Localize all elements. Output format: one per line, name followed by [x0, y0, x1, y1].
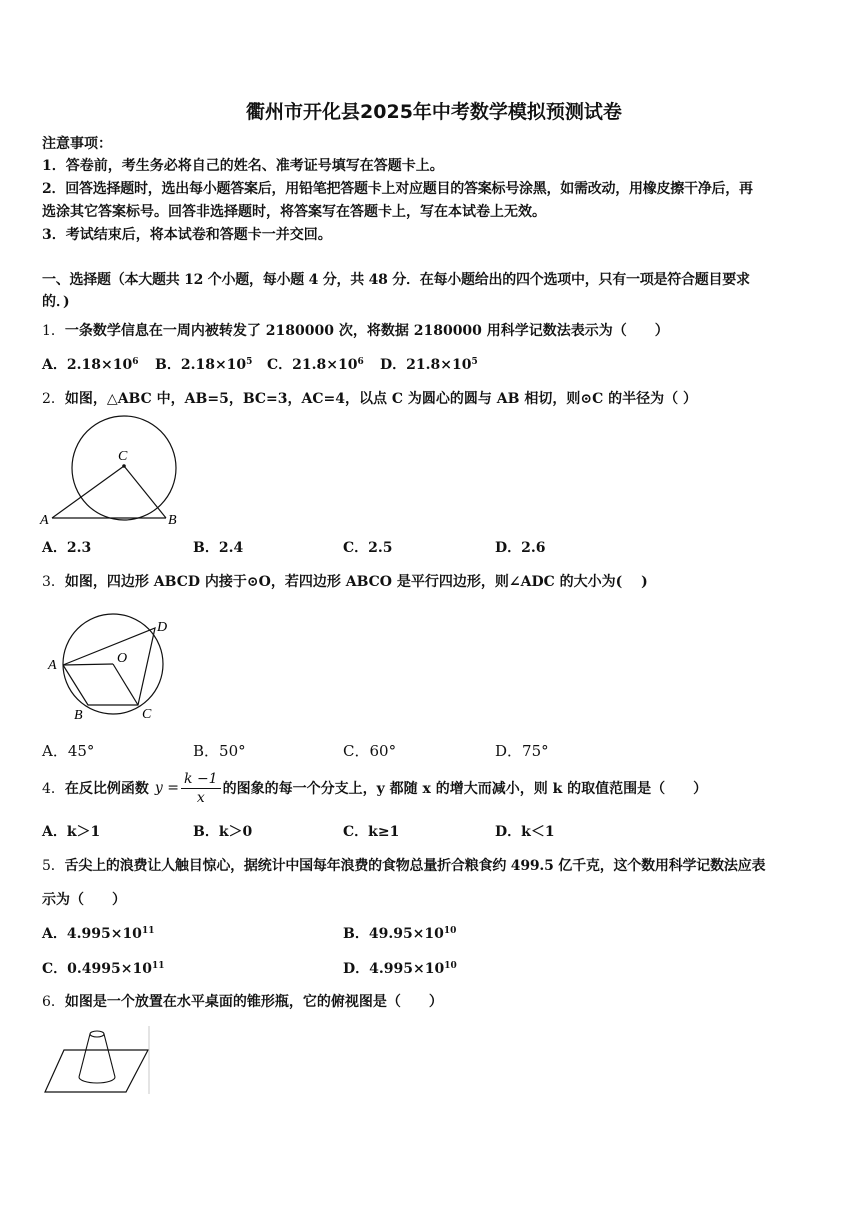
question-text: 一条数学信息在一周内被转发了 2180000 次，将数据 2180000 用科学记数法表示为（ ）: [64, 323, 669, 339]
flask-side-right: [104, 1034, 115, 1077]
question-text-pre: 在反比例函数: [64, 781, 149, 797]
notice-item: 2．回答选择题时，选出每小题答案后，用铅笔把答题卡上对应题目的答案标号涂黑，如需改动，用橡皮擦干净后，再: [42, 181, 753, 197]
inscribed-quadrilateral-figure: [40, 605, 180, 725]
segment-ao: [63, 664, 113, 665]
label-b: B: [168, 513, 177, 528]
question-number: 3．: [42, 574, 65, 590]
label-c: C: [142, 707, 152, 722]
option-d[interactable]: D．k＜1: [495, 824, 555, 840]
question-text: 如图，四边形 ABCD 内接于⊙O，若四边形 ABCO 是平行四边形，则∠ADC 的大小为( ): [64, 574, 648, 590]
option-c[interactable]: C．2.5: [343, 540, 393, 556]
option-a[interactable]: A．$2.18\times 10^6$: [42, 357, 139, 373]
option-a[interactable]: A．k＞1: [42, 824, 101, 840]
option-b[interactable]: B．$49.95\times 10^{10}$: [343, 926, 457, 942]
option-d[interactable]: D．$21.8\times 10^5$: [380, 357, 478, 373]
question-number: 4．: [42, 781, 65, 797]
label-b: B: [74, 708, 83, 723]
question-text-post: 的图象的每一个分支上，y 都随 x 的增大而减小，则 k 的取值范围是（ ）: [222, 781, 708, 797]
option-d[interactable]: D．2.6: [495, 540, 546, 556]
option-b[interactable]: B．50°: [193, 742, 246, 760]
label-o: O: [117, 651, 128, 666]
notice-item: 选涂其它答案标号。回答非选择题时，将答案写在答题卡上，写在本试卷上无效。: [42, 204, 546, 220]
flask-side-left: [79, 1034, 90, 1077]
fraction-numerator: k −1: [181, 770, 221, 789]
option-c[interactable]: C．k≥1: [343, 824, 400, 840]
flask-base: [79, 1077, 115, 1083]
question-text-line2: 示为（ ）: [42, 892, 126, 908]
notice-heading: 注意事项：: [42, 136, 112, 152]
tabletop-plane: [45, 1050, 148, 1092]
center-point: [122, 464, 126, 468]
label-a: A: [40, 513, 49, 528]
label-a: A: [48, 658, 57, 673]
option-c[interactable]: C．$0.4995\times 10^{11}$: [42, 961, 165, 977]
flask-top: [90, 1031, 104, 1037]
question-text: 如图，△ABC 中，AB=5，BC=3，AC=4，以点 C 为圆心的圆与 AB 相切，则⊙C 的半径为（ ）: [64, 391, 697, 407]
option-d[interactable]: D．75°: [495, 742, 549, 760]
question-number: 1．: [42, 323, 65, 339]
question-number: 5．: [42, 858, 65, 874]
page-title: 衢州市开化县2025年中考数学模拟预测试卷: [246, 101, 622, 123]
option-a[interactable]: A．$4.995\times 10^{11}$: [42, 926, 155, 942]
quadrilateral-abcd: [63, 628, 155, 705]
circle-c: [72, 416, 176, 520]
segment-oc: [113, 664, 138, 705]
option-c[interactable]: C．$21.8\times 10^6$: [267, 357, 364, 373]
conical-flask-figure: [42, 1022, 152, 1097]
option-a[interactable]: A．45°: [42, 742, 95, 760]
notice-item: 1．答卷前，考生务必将自己的姓名、准考证号填写在答题卡上。: [42, 158, 444, 174]
option-c[interactable]: C．60°: [343, 742, 397, 760]
option-d[interactable]: D．$4.995\times 10^{10}$: [343, 961, 457, 977]
question-text: 如图是一个放置在水平桌面的锥形瓶，它的俯视图是（ ）: [64, 994, 443, 1010]
question-text: 舌尖上的浪费让人触目惊心，据统计中国每年浪费的食物总量折合粮食约 499.5 亿千克，这个数用科学记数法应表: [64, 858, 766, 874]
triangle-circle-figure: [36, 410, 186, 530]
option-a[interactable]: A．2.3: [42, 540, 92, 556]
formula-lhs: y =: [154, 780, 180, 796]
fraction-denominator: x: [196, 789, 205, 806]
option-b[interactable]: B．2.4: [193, 540, 244, 556]
segment-bc: [124, 466, 166, 518]
formula-fraction: [181, 770, 221, 807]
option-b[interactable]: B．$2.18\times 10^5$: [155, 357, 253, 373]
label-c: C: [118, 449, 128, 464]
segment-ac: [52, 466, 124, 518]
option-b[interactable]: B．k＞0: [193, 824, 253, 840]
question-number: 2．: [42, 391, 65, 407]
question-number: 6．: [42, 994, 65, 1010]
notice-item: 3．考试结束后，将本试卷和答题卡一并交回。: [42, 227, 332, 243]
label-d: D: [157, 620, 168, 635]
